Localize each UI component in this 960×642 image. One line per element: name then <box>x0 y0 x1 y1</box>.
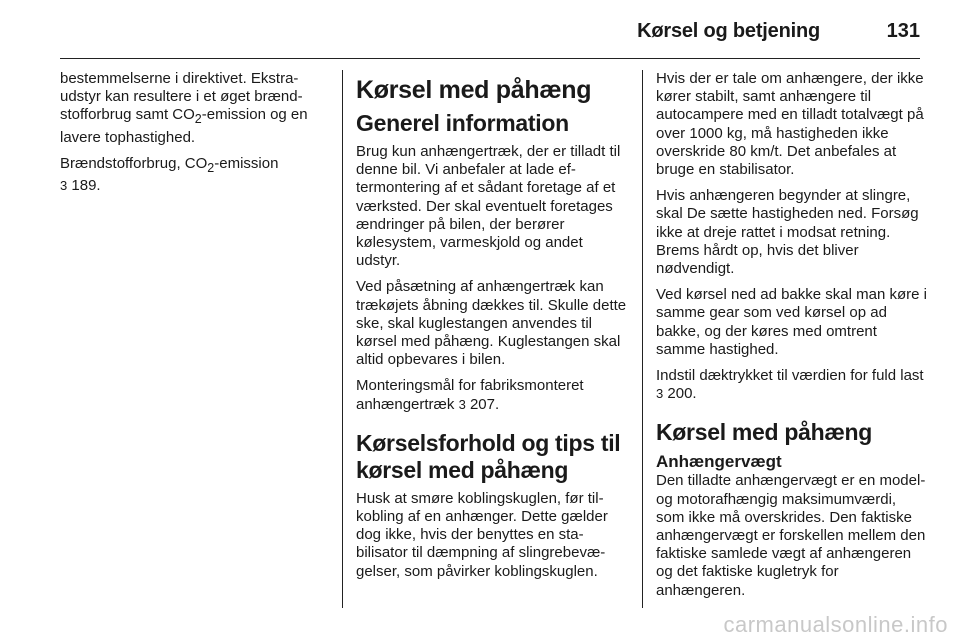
column-2 <box>356 76 628 589</box>
paragraph <box>60 155 332 195</box>
page-ref-arrow-icon: 3 <box>656 386 664 402</box>
column-3 <box>656 70 928 608</box>
subsection-heading: Kørselsforhold og tips til kørsel med påhæng <box>356 429 621 483</box>
text-line: udstyr kan resultere i et øget brænd- <box>60 88 303 106</box>
watermark: carmanualsonline.info <box>723 612 948 637</box>
page-header <box>0 0 960 58</box>
paragraph <box>60 70 332 147</box>
column-divider <box>342 70 343 608</box>
page-number: 131 <box>886 20 920 42</box>
subscript: 2 <box>207 160 215 175</box>
header-divider <box>60 58 920 59</box>
text-line: -emission <box>214 154 279 172</box>
text-line: Brændstofforbrug, CO <box>60 154 208 172</box>
page-ref-link[interactable]: 200. <box>663 385 697 403</box>
subsection-heading: Generel information <box>356 110 569 136</box>
text: Indstil dæktrykket til værdien for fuld last <box>656 367 924 385</box>
page-ref-link[interactable]: 189. <box>67 177 101 195</box>
page-ref-arrow-icon: 3 <box>458 396 466 412</box>
section-heading: Kørsel med påhæng <box>656 419 872 446</box>
paragraph: Ved kørsel ned ad bakke skal man køre i samme gear som ved kørsel op ad bakke, og der køres med omtrent samme hastighed. <box>656 286 927 358</box>
paragraph: Hvis der er tale om anhængere, der ikke kører stabilt, samt anhængere til autocampere med en tilladt totalvægt på over 1000 kg, må hastigheden ikke overskride 80 km/t. Det anbefales at bruge en stabilisator. <box>656 70 924 179</box>
page-ref-link[interactable]: 207. <box>465 395 500 413</box>
text: Monteringsmål for fabriksmonteret anhængertræk <box>356 377 584 413</box>
text-line: bestemmelserne i direktivet. Ekstra- <box>60 70 299 87</box>
paragraph: Ved påsætning af anhængertræk kan trækøjets åbning dækkes til. Skulle dette ske, skal kuglestangen anvendes til kørsel med påhæng. Kuglestangen skal altid opbevares i bilen. <box>356 278 627 369</box>
subscript: 2 <box>194 112 202 127</box>
paragraph: Hvis anhængeren begynder at slingre, skal De sætte hastigheden ned. Forsøg ikke at dreje rattet i modsat retning. Brems hårdt op, hvis det bliver nødvendigt. <box>656 187 919 278</box>
section-title: Kørsel og betjening <box>637 20 820 42</box>
section-heading: Kørsel med påhæng <box>356 76 592 104</box>
paragraph: Den tilladte anhængervægt er en model- og motorafhængig maksimumværdi, som ikke må overskrides. Den faktiske anhængervægt er forskellen mellem den faktiske samlede vægt af anhængeren og det faktiske kugletryk for anhængeren. <box>656 472 926 599</box>
text-line: -emission og en <box>201 106 308 124</box>
subsection-heading: Anhængervægt <box>656 452 782 472</box>
paragraph: Brug kun anhængertræk, der er tilladt til denne bil. Vi anbefaler at lade eftermontering af et sådant foretage af et værksted. Der skal eventuelt foretages ændringer på bilen, der berører kølesystem, varmeskjold og andet udstyr. <box>356 143 621 270</box>
column-divider <box>642 70 643 608</box>
text-line: stofforbrug samt CO <box>60 106 195 124</box>
text-line: lavere tophastighed. <box>60 128 196 146</box>
paragraph <box>356 377 628 413</box>
column-1 <box>60 70 332 203</box>
page-ref-arrow-icon: 3 <box>60 178 68 194</box>
paragraph: Husk at smøre koblingskuglen, før tilkobling af en anhænger. Dette gælder dog ikke, hvis der benyttes en stabilisator til dæmpning af slingrebevægelser, som påvirker koblingskuglen. <box>356 489 608 580</box>
paragraph <box>656 367 928 403</box>
